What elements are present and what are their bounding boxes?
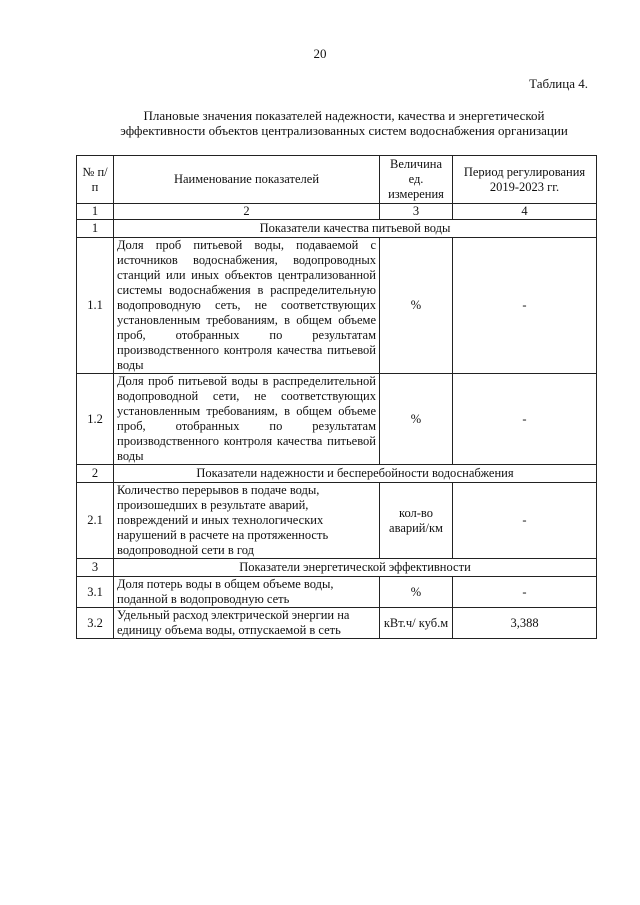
unit-value: кол-во аварий/км: [380, 483, 453, 559]
title-line-2: эффективности объектов централизованных систем водоснабжения организации: [120, 123, 568, 138]
period-value: -: [453, 238, 597, 374]
row-number: 3.2: [77, 608, 114, 639]
column-number: 1: [77, 204, 114, 220]
unit-value: %: [380, 577, 453, 608]
indicator-name: Доля потерь воды в общем объеме воды, поданной в водопроводную сеть: [114, 577, 380, 608]
period-value: 3,388: [453, 608, 597, 639]
section-number: 3: [77, 559, 114, 577]
header-unit: Величина ед. измерения: [380, 156, 453, 204]
row-number: 1.1: [77, 238, 114, 374]
table-row: [77, 374, 597, 465]
section-title: Показатели качества питьевой воды: [114, 220, 597, 238]
row-number: 2.1: [77, 483, 114, 559]
unit-value: %: [380, 238, 453, 374]
indicator-name: Количество перерывов в подаче воды, произошедших в результате аварий, повреждений и иных технологических нарушений в расчете на протяженность водопроводной сети в год: [114, 483, 380, 559]
title-line-1: Плановые значения показателей надежности, качества и энергетической: [143, 108, 545, 123]
period-value: -: [453, 374, 597, 465]
unit-value: %: [380, 374, 453, 465]
section-row: [77, 465, 597, 483]
header-number: № п/п: [77, 156, 114, 204]
column-number: 3: [380, 204, 453, 220]
indicator-name: Доля проб питьевой воды в распределительной водопроводной сети, не соответствующих установленным требованиям, в общем объеме проб, отобранных по результатам производственного контроля качества питьевой воды: [114, 374, 380, 465]
column-number: 4: [453, 204, 597, 220]
section-row: [77, 559, 597, 577]
row-number: 1.2: [77, 374, 114, 465]
indicators-table: [76, 155, 597, 639]
section-title: Показатели энергетической эффективности: [114, 559, 597, 577]
header-name: Наименование показателей: [114, 156, 380, 204]
unit-value: кВт.ч/ куб.м: [380, 608, 453, 639]
section-number: 2: [77, 465, 114, 483]
section-row: [77, 220, 597, 238]
table-label: Таблица 4.: [529, 76, 588, 91]
row-number: 3.1: [77, 577, 114, 608]
table-row: [77, 577, 597, 608]
table-row: [77, 608, 597, 639]
table-row: [77, 483, 597, 559]
indicator-name: Доля проб питьевой воды, подаваемой с источников водоснабжения, водопроводных станций или иных объектов централизованной системы водоснабжения в распределительную водопроводную сеть, не соответствующих установленным требованиям, в общем объеме проб, отобранных по результатам производственного контроля качества питьевой воды: [114, 238, 380, 374]
section-number: 1: [77, 220, 114, 238]
table-row: [77, 238, 597, 374]
period-value: -: [453, 483, 597, 559]
section-title: Показатели надежности и бесперебойности водоснабжения: [114, 465, 597, 483]
header-row: [77, 156, 597, 204]
page-number: 20: [313, 46, 327, 61]
table-title: [90, 108, 598, 138]
period-value: -: [453, 577, 597, 608]
header-period: Период регулирования 2019-2023 гг.: [453, 156, 597, 204]
column-number: 2: [114, 204, 380, 220]
indicator-name: Удельный расход электрической энергии на единицу объема воды, отпускаемой в сеть: [114, 608, 380, 639]
column-number-row: [77, 204, 597, 220]
